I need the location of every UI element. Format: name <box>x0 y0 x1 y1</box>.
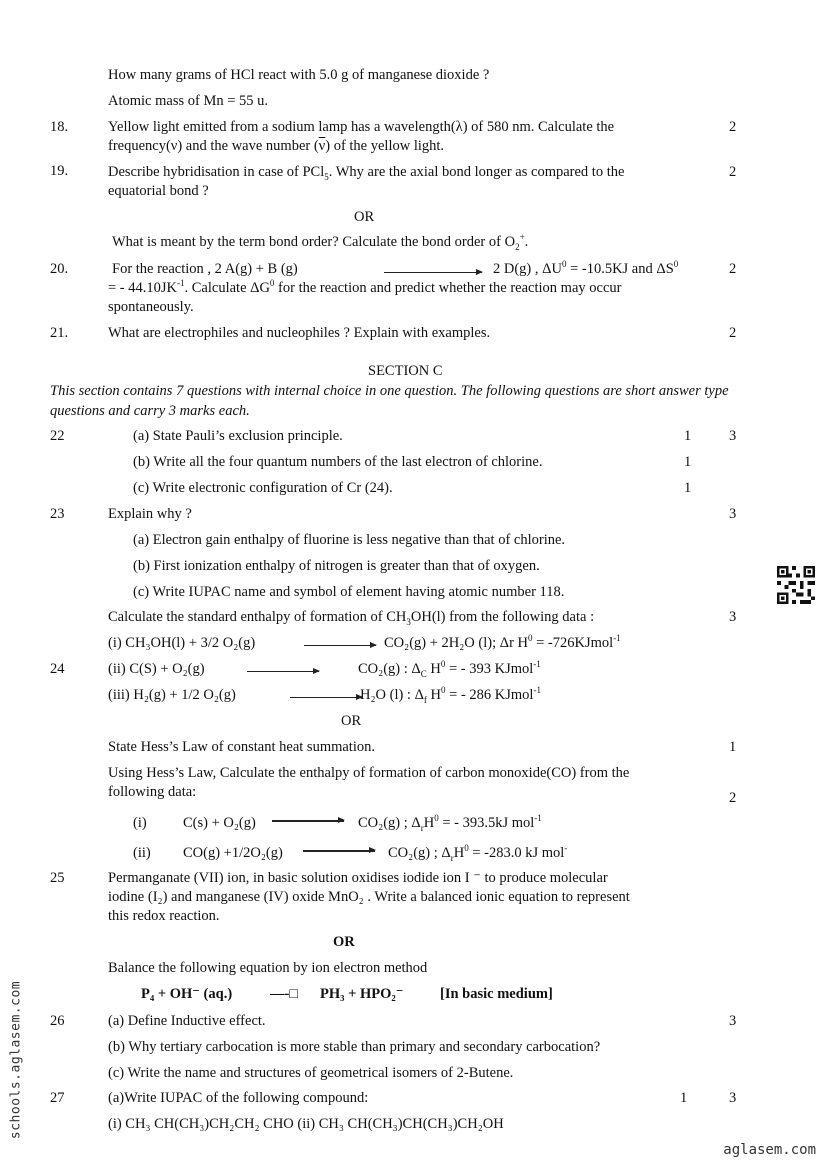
q25-or: OR <box>333 934 355 950</box>
q25-eq-note: [In basic medium] <box>440 986 553 1002</box>
q26-part-a: (a) Define Inductive effect. <box>108 1013 266 1029</box>
q21-text: What are electrophiles and nucleophiles ? Explain with examples. <box>108 325 491 341</box>
watermark-text: schools.aglasem.com <box>8 980 24 1140</box>
q23-part-b: (b) First ionization enthalpy of nitrogen is greater than that of oxygen. <box>133 558 540 574</box>
q18-marks: 2 <box>729 119 737 135</box>
q19-alt: What is meant by the term bond order? Calculate the bond order of $O_2^+$. <box>112 232 529 252</box>
q23-part-a: (a) Electron gain enthalpy of fluorine is less negative than that of chlorine. <box>133 532 566 548</box>
q24-r2-left: CO(g) +1/2O₂(g) <box>183 845 283 861</box>
q24-r2-label: (ii) <box>133 845 151 861</box>
q25-line2: iodine (I₂) and manganese (IV) oxide MnO₂ . Write a balanced ionic equation to represent <box>108 889 630 905</box>
q24-r1-right: CO₂(g) ; $\Delta_rH^0$ = - 393.5kJ mol$^{-1}$ <box>358 813 542 833</box>
q24-r1-left: C(s) + O₂(g) <box>183 815 256 831</box>
q24-alt1-marks: 1 <box>729 739 737 755</box>
q24-eq1-arrow <box>304 645 376 646</box>
q24-eq2-arrow <box>247 671 319 672</box>
q23-marks: 3 <box>729 506 737 522</box>
q24-r1-label: (i) <box>133 815 147 831</box>
q22-sub-mark-b: 1 <box>684 454 692 470</box>
q21-marks: 2 <box>729 325 737 341</box>
q22-part-c: (c) Write electronic configuration of Cr (24). <box>133 480 393 496</box>
q26-part-c: (c) Write the name and structures of geometrical isomers of 2-Butene. <box>108 1065 514 1081</box>
q20-line1-right: 2 D(g) , $\Delta U^0 = -10.5KJ$ and $\Delta S^0$ <box>493 259 679 277</box>
q20-number: 20. <box>50 261 69 277</box>
q27-marks: 3 <box>729 1090 737 1106</box>
q18-number: 18. <box>50 119 69 135</box>
q24-head: Calculate the standard enthalpy of formation of $CH_3OH(l)$ from the following data : <box>108 609 595 627</box>
q24-eq3-left: (iii) H₂(g) + 1/2 O₂(g) <box>108 687 236 703</box>
q20-marks: 2 <box>729 261 737 277</box>
q24-or: OR <box>341 713 362 729</box>
section-c-heading: SECTION C <box>368 363 443 379</box>
q27-part-a: (a)Write IUPAC of the following compound: <box>108 1090 369 1106</box>
qr-code-icon <box>776 566 816 604</box>
q24-eq1-left: (i) CH₃OH(l) + 3/2 O₂(g) <box>108 635 256 651</box>
q26-part-b: (b) Why tertiary carbocation is more stable than primary and secondary carbocation? <box>108 1039 601 1055</box>
q24-r2-right: CO₂(g) ; $\Delta_rH^0 = -283.0$ kJ mol- <box>388 843 568 863</box>
q21-number: 21. <box>50 325 69 341</box>
q24-eq2-left: (ii) C(S) + O₂(g) <box>108 661 205 677</box>
q22-part-b: (b) Write all the four quantum numbers of the last electron of chlorine. <box>133 454 543 470</box>
q26-marks: 3 <box>729 1013 737 1029</box>
q23-head: Explain why ? <box>108 506 192 522</box>
q20-line1-left: For the reaction , 2 A(g) + B (g) <box>112 261 298 277</box>
q25-number: 25 <box>50 870 65 886</box>
q24-alt2-line2: following data: <box>108 784 197 800</box>
q27-sub-mark: 1 <box>680 1090 688 1106</box>
q23-number: 23 <box>50 506 65 522</box>
q27-compounds: (i) CH₃ CH(CH₃)CH₂CH₂ CHO (ii) CH₃ CH(CH₃)CH(CH₃)CH₂OH <box>108 1116 504 1132</box>
footer-brand: aglasem.com <box>723 1142 816 1158</box>
q25-eq-arrow: —-□ <box>270 986 299 1002</box>
q24-marks: 3 <box>729 609 737 625</box>
q23-part-c: (c) Write IUPAC name and symbol of element having atomic number 118. <box>133 584 565 600</box>
q19-or: OR <box>354 209 375 225</box>
q19-line1: Describe hybridisation in case of PCl$_5$. Why are the axial bond longer as compared to the <box>108 164 625 182</box>
q24-eq3-right: H₂O (l) : $\Delta_f$ $H^0$ = - 286 KJmol$^{-1}$ <box>360 685 541 705</box>
q18-line2: frequency(ν) and the wave number $(\overline{\nu})$ of the yellow light. <box>108 138 445 154</box>
q25-line1: Permanganate (VII) ion, in basic solution oxidises iodide ion I ⁻ to produce molecular <box>108 870 608 886</box>
q22-number: 22 <box>50 428 65 444</box>
q24-number: 24 <box>50 661 65 677</box>
q25-line3: this redox reaction. <box>108 908 220 924</box>
q24-alt1: State Hess’s Law of constant heat summation. <box>108 739 375 755</box>
q25-eq-left: P₄ + OH⁻ (aq.) <box>141 986 233 1002</box>
q17-line2: Atomic mass of Mn = 55 u. <box>108 93 269 109</box>
q19-marks: 2 <box>729 164 737 180</box>
q19-line2: equatorial bond ? <box>108 183 209 199</box>
q20-line2: = - $44.10JK^{-1}$. Calculate $\Delta G^0$ for the reaction and predict whether the reaction may occur <box>108 278 622 296</box>
q24-r1-arrow <box>272 820 344 822</box>
q17-line1: How many grams of HCl react with 5.0 g of manganese dioxide ? <box>108 67 490 83</box>
q22-part-a: (a) State Pauli’s exclusion principle. <box>133 428 343 444</box>
q19-number: 19. <box>50 163 69 179</box>
q25-eq-right: PH₃ + HPO₂⁻ <box>320 986 404 1002</box>
q24-eq1-right: CO₂(g) + 2H₂O (l); Δr $H^0$ = -726KJmol$^{-1}$ <box>384 633 621 651</box>
q24-eq3-arrow <box>290 697 362 698</box>
q20-reaction-arrow <box>384 272 482 273</box>
q20-line3: spontaneously. <box>108 299 194 315</box>
q22-marks: 3 <box>729 428 737 444</box>
section-c-intro: This section contains 7 questions with internal choice in one question. The following questions are short answer type questions and carry 3 marks each. <box>50 383 729 419</box>
q27-number: 27 <box>50 1090 65 1106</box>
q24-eq2-right: CO₂(g) : $\Delta_C$ $H^0$ = - 393 KJmol$^{-1}$ <box>358 659 541 679</box>
q18-line1: Yellow light emitted from a sodium lamp has a wavelength(λ) of 580 nm. Calculate the <box>108 119 615 135</box>
side-watermark <box>2 960 26 1160</box>
q24-alt2-line1: Using Hess’s Law, Calculate the enthalpy of formation of carbon monoxide(CO) from the <box>108 765 630 781</box>
q22-sub-mark-a: 1 <box>684 428 692 444</box>
q24-r2-arrow <box>303 850 375 852</box>
q25-alt: Balance the following equation by ion electron method <box>108 960 428 976</box>
q24-alt2-marks: 2 <box>729 790 737 806</box>
q26-number: 26 <box>50 1013 65 1029</box>
q22-sub-mark-c: 1 <box>684 480 692 496</box>
